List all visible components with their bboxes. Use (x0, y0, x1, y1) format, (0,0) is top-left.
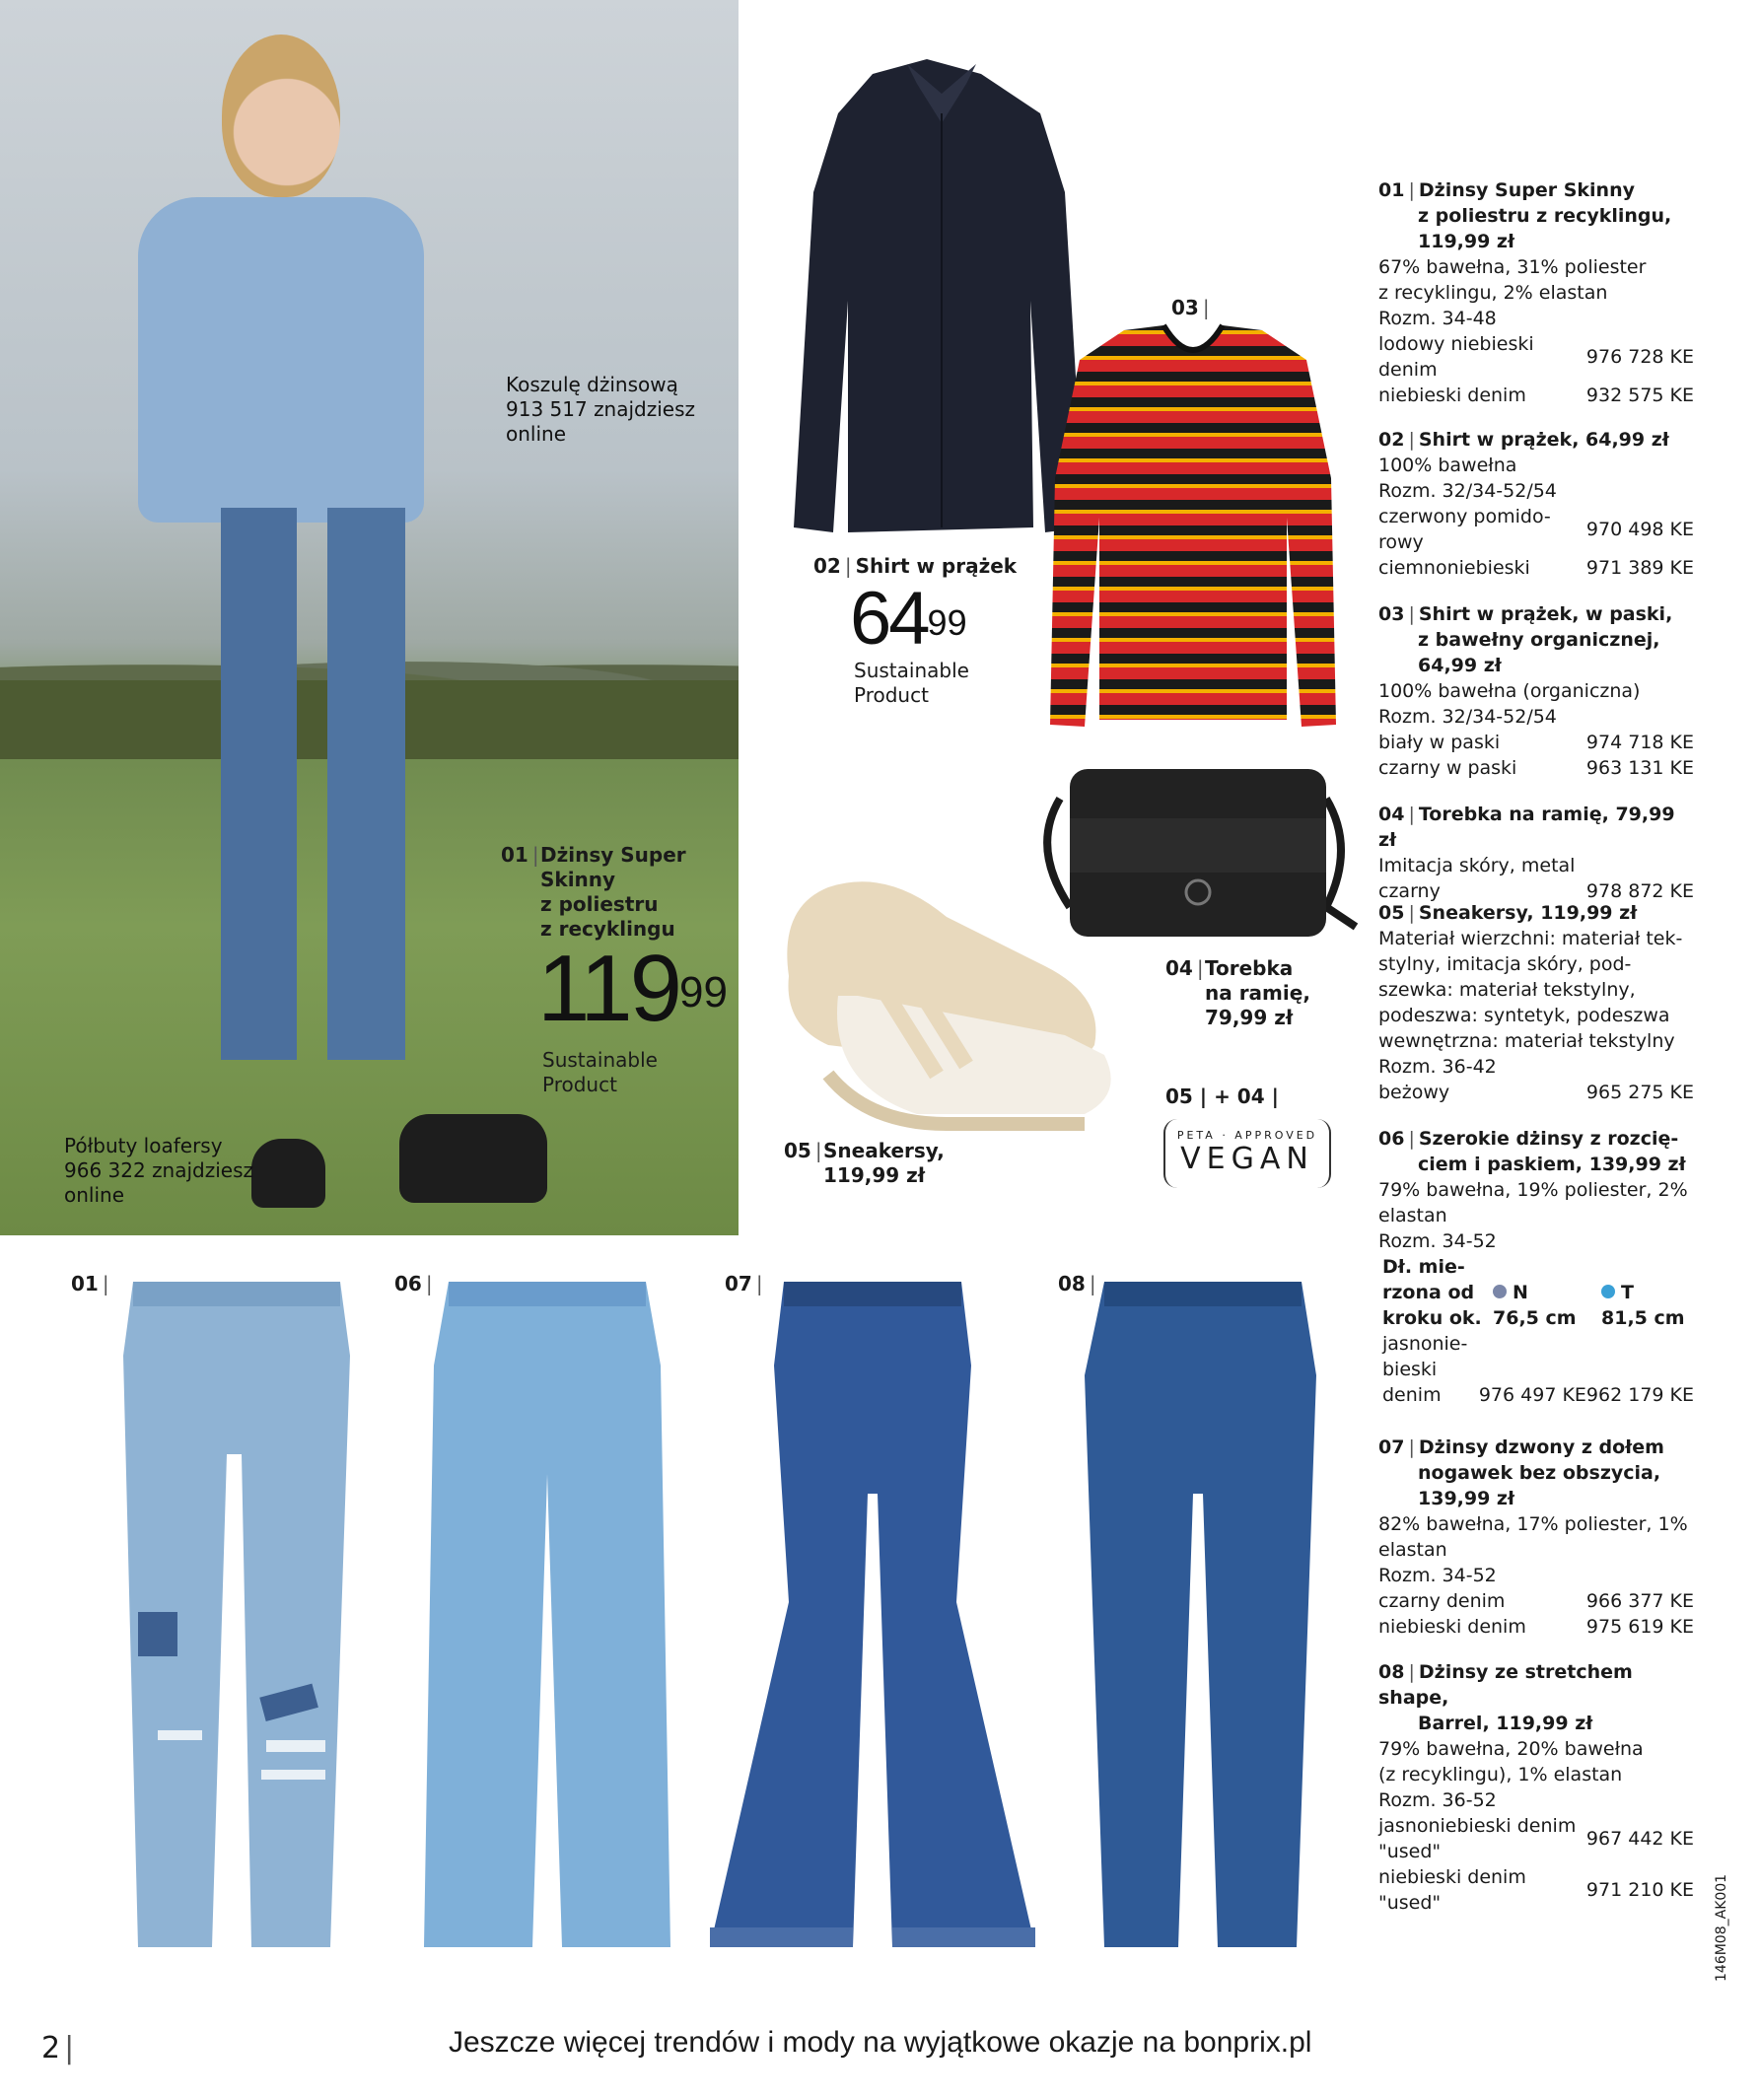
photo-callout-price: $119^{99}$ (537, 936, 728, 1041)
spec-03: 03 | Shirt w prążek, w paski, z bawełny organicznej, 64,99 zł 100% bawełna (organiczna) Rozm. 32/34-52/54 biały w paski 974 718 KE czarny w paski 963 131 KE (1378, 603, 1694, 779)
jeans08-image (1080, 1277, 1321, 1957)
page-number: 2 | (41, 2031, 75, 2065)
item05-name: Sneakersy, 119,99 zł (823, 1139, 945, 1187)
jeans06-image (419, 1277, 675, 1957)
spec-05: 05 | Sneakersy, 119,99 zł Materiał wierzchni: materiał tek- stylny, imitacja skóry, pod- szewka: materiał tekstylny, podeszwa: syntetyk, podeszwa wewnętrzna: materiał tekstylny Rozm. 36-42 beżowy 965 275 KE (1378, 902, 1694, 1103)
dot-t (1601, 1285, 1615, 1298)
jeans01-number: 01 | (71, 1272, 109, 1295)
jeans07-number: 07 | (725, 1272, 763, 1295)
jeans01-image (113, 1277, 360, 1957)
spec-04: 04 | Torebka na ramię, 79,99 zł Imitacja skóry, metal czarny 978 872 KE (1378, 804, 1694, 902)
item02-sustainable: Sustainable Product (854, 659, 969, 707)
shirt-online-note: Koszulę dżinsową 913 517 znajdziesz online (506, 373, 696, 446)
item03-label: 03 | (1171, 296, 1210, 319)
catalog-code: 146M08_AK001 (1714, 1873, 1729, 1982)
vegan-badge (1163, 1119, 1331, 1188)
dot-n (1493, 1285, 1507, 1298)
combo-label: 05 | + 04 | (1165, 1085, 1279, 1108)
photo-callout-sustainable: Sustainable Product (542, 1048, 658, 1096)
jeans08-number: 08 | (1058, 1272, 1096, 1295)
striped-shirt-image (1045, 320, 1341, 735)
shoes-online-note: Półbuty loafersy 966 322 znajdziesz online (64, 1134, 254, 1207)
footer-slogan: Jeszcze więcej trendów i mody na wyjątkowe okazje na bonprix.pl (449, 2026, 1312, 2059)
vegan-badge-main: VEGAN (1180, 1142, 1314, 1176)
spec-06: 06 | Szerokie dżinsy z rozcię- ciem i paskiem, 139,99 zł 79% bawełna, 19% poliester, 2% elastan Rozm. 34-52 Dł. mie- rzona od kroku ok. N 76,5 cm T 81,5 cm jasnonie- bieski denim 976 497 KE 962 179 KE (1378, 1128, 1694, 1406)
sneakers-image (769, 848, 1134, 1134)
item05-number: 05 | (784, 1139, 822, 1162)
spec-07: 07 | Dżinsy dzwony z dołem nogawek bez obszycia, 139,99 zł 82% bawełna, 17% poliester, 1% elastan Rozm. 34-52 czarny denim 966 377 KE niebieski denim 975 619 KE (1378, 1436, 1694, 1638)
spec-02: 02 | Shirt w prążek, 64,99 zł 100% bawełna Rozm. 32/34-52/54 czerwony pomido- rowy 970 498 KE ciemnoniebieski 971 389 KE (1378, 429, 1694, 579)
item02-label: 02 | Shirt w prążek (813, 554, 1018, 578)
spec-01: 01 | Dżinsy Super Skinny z poliestru z recyklingu, 119,99 zł 67% bawełna, 31% poliester z recyklingu, 2% elastan Rozm. 34-48 lodowy niebieski denim 976 728 KE niebieski denim 932 575 KE (1378, 179, 1694, 406)
vegan-badge-top: PETA · APPROVED (1176, 1129, 1318, 1142)
item04-name: Torebka na ramię, 79,99 zł (1205, 956, 1310, 1029)
jeans06-number: 06 | (394, 1272, 433, 1295)
photo-callout-name: Dżinsy Super Skinny z poliestru z recyklingu (540, 843, 686, 941)
jeans07-image (710, 1277, 1035, 1957)
item02-price: $64^{99}$ (850, 577, 967, 661)
spec-08: 08 | Dżinsy ze stretchem shape, Barrel, 119,99 zł 79% bawełna, 20% bawełna (z recyklingu), 1% elastan Rozm. 36-52 jasnoniebieski denim "used" 967 442 KE niebieski denim "used" 971 210 KE (1378, 1661, 1694, 1914)
photo-callout-number: 01 | (501, 843, 539, 867)
item04-number: 04 | (1165, 956, 1204, 980)
